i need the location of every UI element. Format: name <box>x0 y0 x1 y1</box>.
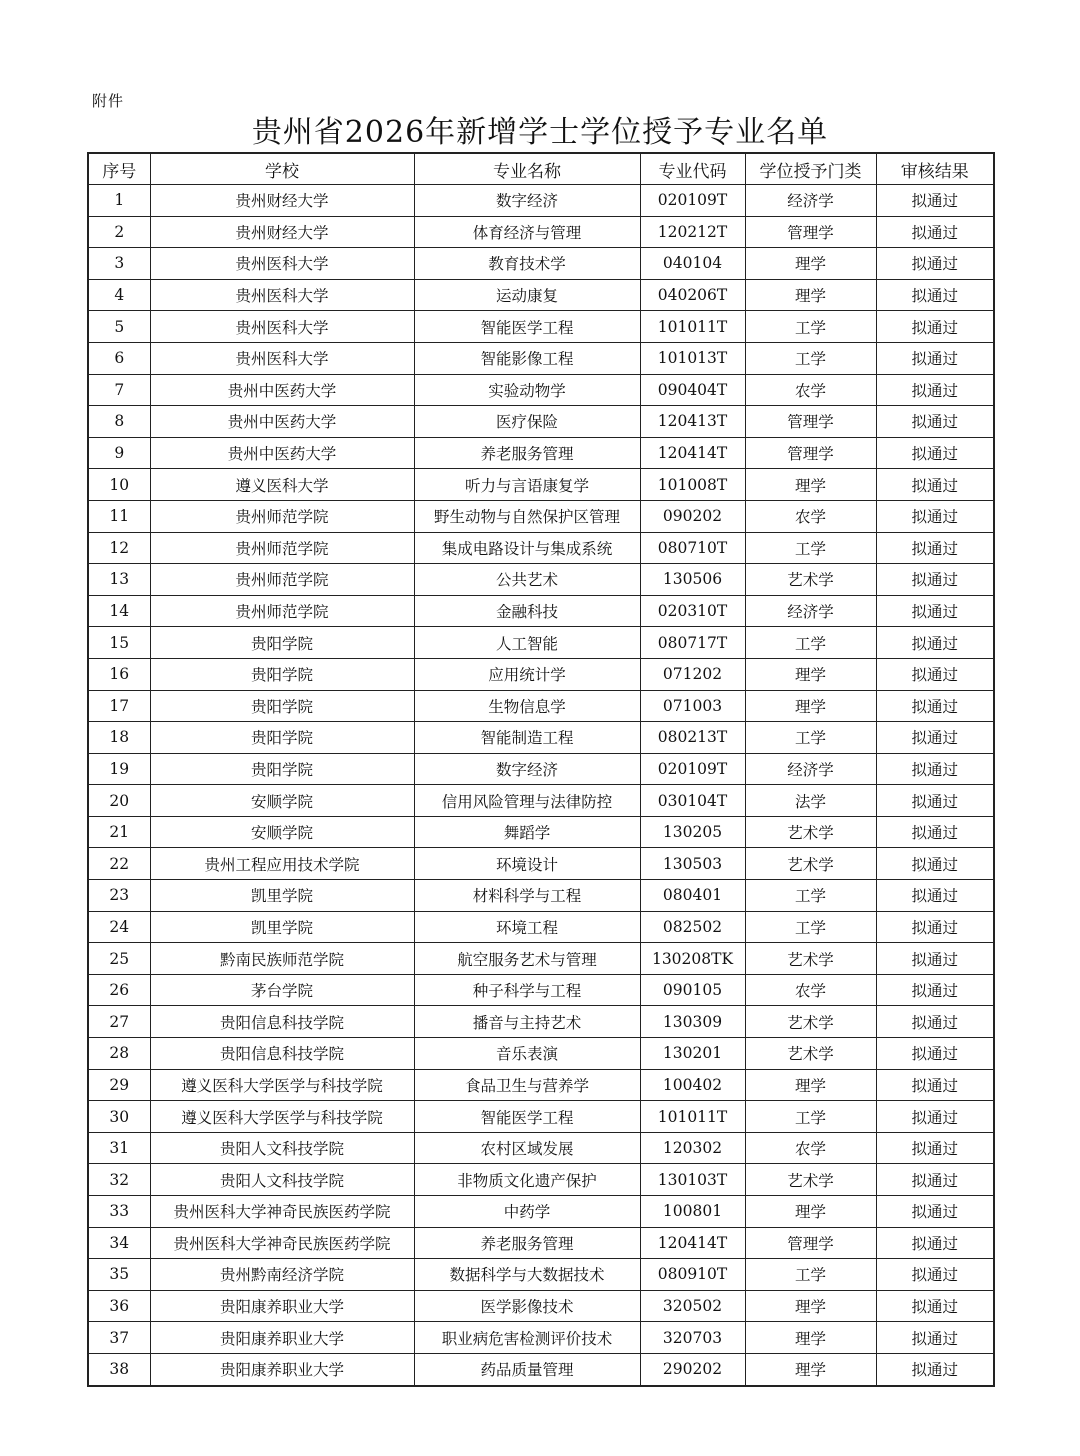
cell-major-code: 080910T <box>640 1259 745 1291</box>
cell-major-name: 野生动物与自然保护区管理 <box>414 500 640 532</box>
cell-review-result: 拟通过 <box>876 216 994 248</box>
table-header-row <box>88 153 994 185</box>
cell-school: 贵州中医药大学 <box>150 437 414 469</box>
cell-school: 贵州医科大学 <box>150 248 414 280</box>
table-row <box>88 595 994 627</box>
cell-index: 8 <box>88 406 150 438</box>
cell-index: 29 <box>88 1069 150 1101</box>
cell-review-result: 拟通过 <box>876 974 994 1006</box>
cell-major-code: 101008T <box>640 469 745 501</box>
cell-major-name: 环境工程 <box>414 911 640 943</box>
cell-major-name: 养老服务管理 <box>414 437 640 469</box>
cell-major-name: 材料科学与工程 <box>414 880 640 912</box>
cell-major-name: 医学影像技术 <box>414 1290 640 1322</box>
table-row <box>88 342 994 374</box>
cell-school: 黔南民族师范学院 <box>150 943 414 975</box>
cell-index: 28 <box>88 1038 150 1070</box>
cell-degree-category: 理学 <box>745 658 876 690</box>
cell-review-result: 拟通过 <box>876 658 994 690</box>
cell-degree-category: 理学 <box>745 469 876 501</box>
cell-degree-category: 经济学 <box>745 185 876 217</box>
cell-index: 27 <box>88 1006 150 1038</box>
cell-major-name: 养老服务管理 <box>414 1227 640 1259</box>
cell-major-code: 130208TK <box>640 943 745 975</box>
cell-major-code: 120413T <box>640 406 745 438</box>
cell-major-code: 120212T <box>640 216 745 248</box>
cell-major-code: 090404T <box>640 374 745 406</box>
cell-review-result: 拟通过 <box>876 185 994 217</box>
cell-index: 21 <box>88 816 150 848</box>
cell-major-code: 080710T <box>640 532 745 564</box>
cell-degree-category: 理学 <box>745 279 876 311</box>
cell-major-name: 航空服务艺术与管理 <box>414 943 640 975</box>
table-row <box>88 848 994 880</box>
cell-degree-category: 艺术学 <box>745 1164 876 1196</box>
table-row <box>88 943 994 975</box>
cell-major-code: 320703 <box>640 1322 745 1354</box>
table-row <box>88 374 994 406</box>
cell-school: 凯里学院 <box>150 911 414 943</box>
cell-school: 贵阳康养职业大学 <box>150 1353 414 1385</box>
cell-index: 31 <box>88 1132 150 1164</box>
cell-major-code: 040104 <box>640 248 745 280</box>
cell-review-result: 拟通过 <box>876 248 994 280</box>
attachment-label: 附件 <box>92 92 125 110</box>
cell-review-result: 拟通过 <box>876 1290 994 1322</box>
cell-school: 安顺学院 <box>150 816 414 848</box>
cell-school: 贵州医科大学 <box>150 342 414 374</box>
cell-major-name: 药品质量管理 <box>414 1353 640 1385</box>
cell-school: 贵阳康养职业大学 <box>150 1290 414 1322</box>
cell-index: 6 <box>88 342 150 374</box>
cell-index: 11 <box>88 500 150 532</box>
table-row <box>88 564 994 596</box>
cell-major-code: 020109T <box>640 753 745 785</box>
table-row <box>88 216 994 248</box>
cell-degree-category: 理学 <box>745 248 876 280</box>
cell-degree-category: 工学 <box>745 880 876 912</box>
cell-school: 贵州工程应用技术学院 <box>150 848 414 880</box>
cell-degree-category: 工学 <box>745 1101 876 1133</box>
table-row <box>88 1227 994 1259</box>
cell-school: 贵州财经大学 <box>150 216 414 248</box>
cell-major-name: 听力与言语康复学 <box>414 469 640 501</box>
cell-school: 贵州中医药大学 <box>150 374 414 406</box>
header-major-name: 专业名称 <box>414 153 640 185</box>
cell-major-code: 320502 <box>640 1290 745 1322</box>
table-body <box>88 185 994 1386</box>
cell-major-code: 290202 <box>640 1353 745 1385</box>
cell-major-code: 040206T <box>640 279 745 311</box>
table-row <box>88 1322 994 1354</box>
header-review-result: 审核结果 <box>876 153 994 185</box>
cell-major-name: 数字经济 <box>414 753 640 785</box>
cell-review-result: 拟通过 <box>876 311 994 343</box>
table-row <box>88 1259 994 1291</box>
cell-school: 安顺学院 <box>150 785 414 817</box>
cell-school: 茅台学院 <box>150 974 414 1006</box>
cell-degree-category: 工学 <box>745 911 876 943</box>
table-row <box>88 690 994 722</box>
cell-degree-category: 艺术学 <box>745 564 876 596</box>
cell-review-result: 拟通过 <box>876 816 994 848</box>
major-list-table <box>87 152 995 1387</box>
cell-major-code: 080213T <box>640 722 745 754</box>
cell-major-name: 智能制造工程 <box>414 722 640 754</box>
cell-index: 7 <box>88 374 150 406</box>
cell-index: 2 <box>88 216 150 248</box>
cell-major-name: 职业病危害检测评价技术 <box>414 1322 640 1354</box>
cell-review-result: 拟通过 <box>876 1101 994 1133</box>
cell-major-code: 090202 <box>640 500 745 532</box>
cell-school: 贵州师范学院 <box>150 532 414 564</box>
cell-review-result: 拟通过 <box>876 532 994 564</box>
cell-school: 贵阳学院 <box>150 753 414 785</box>
table-row <box>88 785 994 817</box>
cell-degree-category: 农学 <box>745 500 876 532</box>
cell-degree-category: 艺术学 <box>745 1038 876 1070</box>
cell-review-result: 拟通过 <box>876 342 994 374</box>
cell-review-result: 拟通过 <box>876 437 994 469</box>
cell-review-result: 拟通过 <box>876 1069 994 1101</box>
cell-index: 9 <box>88 437 150 469</box>
cell-degree-category: 法学 <box>745 785 876 817</box>
cell-major-code: 101011T <box>640 311 745 343</box>
cell-degree-category: 工学 <box>745 342 876 374</box>
cell-major-code: 080717T <box>640 627 745 659</box>
cell-major-code: 130201 <box>640 1038 745 1070</box>
cell-major-name: 中药学 <box>414 1196 640 1228</box>
table-row <box>88 1353 994 1385</box>
cell-major-name: 舞蹈学 <box>414 816 640 848</box>
cell-index: 20 <box>88 785 150 817</box>
cell-degree-category: 工学 <box>745 532 876 564</box>
cell-major-code: 020109T <box>640 185 745 217</box>
cell-index: 15 <box>88 627 150 659</box>
cell-degree-category: 经济学 <box>745 595 876 627</box>
cell-review-result: 拟通过 <box>876 785 994 817</box>
table-row <box>88 500 994 532</box>
cell-major-name: 公共艺术 <box>414 564 640 596</box>
cell-review-result: 拟通过 <box>876 500 994 532</box>
cell-school: 贵阳学院 <box>150 627 414 659</box>
cell-index: 34 <box>88 1227 150 1259</box>
cell-index: 22 <box>88 848 150 880</box>
cell-major-code: 120302 <box>640 1132 745 1164</box>
cell-index: 32 <box>88 1164 150 1196</box>
cell-major-name: 智能医学工程 <box>414 311 640 343</box>
table-row <box>88 974 994 1006</box>
cell-major-name: 环境设计 <box>414 848 640 880</box>
table-row <box>88 816 994 848</box>
cell-major-name: 数字经济 <box>414 185 640 217</box>
cell-school: 贵阳人文科技学院 <box>150 1164 414 1196</box>
cell-review-result: 拟通过 <box>876 753 994 785</box>
cell-review-result: 拟通过 <box>876 1132 994 1164</box>
cell-index: 37 <box>88 1322 150 1354</box>
cell-index: 38 <box>88 1353 150 1385</box>
table-row <box>88 311 994 343</box>
table-row <box>88 658 994 690</box>
cell-degree-category: 艺术学 <box>745 1006 876 1038</box>
cell-major-name: 医疗保险 <box>414 406 640 438</box>
table-row <box>88 248 994 280</box>
cell-major-name: 数据科学与大数据技术 <box>414 1259 640 1291</box>
cell-review-result: 拟通过 <box>876 1259 994 1291</box>
cell-review-result: 拟通过 <box>876 627 994 659</box>
header-school: 学校 <box>150 153 414 185</box>
cell-review-result: 拟通过 <box>876 374 994 406</box>
cell-review-result: 拟通过 <box>876 1164 994 1196</box>
cell-review-result: 拟通过 <box>876 564 994 596</box>
cell-major-name: 生物信息学 <box>414 690 640 722</box>
table-row <box>88 1196 994 1228</box>
cell-major-name: 实验动物学 <box>414 374 640 406</box>
cell-degree-category: 管理学 <box>745 1227 876 1259</box>
cell-degree-category: 理学 <box>745 1353 876 1385</box>
cell-review-result: 拟通过 <box>876 406 994 438</box>
table-row <box>88 469 994 501</box>
cell-review-result: 拟通过 <box>876 722 994 754</box>
cell-index: 30 <box>88 1101 150 1133</box>
cell-index: 25 <box>88 943 150 975</box>
cell-index: 36 <box>88 1290 150 1322</box>
cell-school: 遵义医科大学医学与科技学院 <box>150 1101 414 1133</box>
cell-review-result: 拟通过 <box>876 943 994 975</box>
cell-review-result: 拟通过 <box>876 279 994 311</box>
cell-index: 1 <box>88 185 150 217</box>
cell-major-code: 130205 <box>640 816 745 848</box>
cell-review-result: 拟通过 <box>876 911 994 943</box>
cell-degree-category: 农学 <box>745 974 876 1006</box>
cell-major-name: 智能医学工程 <box>414 1101 640 1133</box>
cell-review-result: 拟通过 <box>876 469 994 501</box>
header-index: 序号 <box>88 153 150 185</box>
table-row <box>88 722 994 754</box>
cell-major-code: 080401 <box>640 880 745 912</box>
cell-degree-category: 工学 <box>745 627 876 659</box>
cell-school: 贵州黔南经济学院 <box>150 1259 414 1291</box>
cell-school: 贵阳信息科技学院 <box>150 1038 414 1070</box>
cell-degree-category: 工学 <box>745 1259 876 1291</box>
cell-major-code: 120414T <box>640 1227 745 1259</box>
table-row <box>88 406 994 438</box>
cell-index: 10 <box>88 469 150 501</box>
cell-school: 贵州医科大学神奇民族医药学院 <box>150 1227 414 1259</box>
cell-school: 贵阳康养职业大学 <box>150 1322 414 1354</box>
table-row <box>88 1038 994 1070</box>
cell-degree-category: 农学 <box>745 374 876 406</box>
cell-index: 18 <box>88 722 150 754</box>
cell-review-result: 拟通过 <box>876 690 994 722</box>
cell-school: 遵义医科大学医学与科技学院 <box>150 1069 414 1101</box>
cell-major-code: 071003 <box>640 690 745 722</box>
cell-major-name: 应用统计学 <box>414 658 640 690</box>
cell-degree-category: 经济学 <box>745 753 876 785</box>
cell-major-name: 体育经济与管理 <box>414 216 640 248</box>
cell-major-code: 071202 <box>640 658 745 690</box>
cell-review-result: 拟通过 <box>876 1006 994 1038</box>
cell-major-code: 101013T <box>640 342 745 374</box>
table-row <box>88 627 994 659</box>
cell-major-name: 农村区域发展 <box>414 1132 640 1164</box>
cell-index: 23 <box>88 880 150 912</box>
cell-index: 17 <box>88 690 150 722</box>
cell-major-name: 人工智能 <box>414 627 640 659</box>
cell-degree-category: 工学 <box>745 311 876 343</box>
cell-index: 14 <box>88 595 150 627</box>
cell-major-name: 播音与主持艺术 <box>414 1006 640 1038</box>
cell-review-result: 拟通过 <box>876 848 994 880</box>
cell-major-name: 智能影像工程 <box>414 342 640 374</box>
cell-major-code: 101011T <box>640 1101 745 1133</box>
cell-degree-category: 管理学 <box>745 406 876 438</box>
cell-degree-category: 艺术学 <box>745 943 876 975</box>
cell-index: 12 <box>88 532 150 564</box>
cell-review-result: 拟通过 <box>876 1196 994 1228</box>
table-row <box>88 279 994 311</box>
cell-major-code: 130506 <box>640 564 745 596</box>
cell-school: 贵州医科大学 <box>150 279 414 311</box>
cell-index: 26 <box>88 974 150 1006</box>
cell-index: 33 <box>88 1196 150 1228</box>
cell-major-code: 100801 <box>640 1196 745 1228</box>
cell-major-code: 020310T <box>640 595 745 627</box>
cell-school: 凯里学院 <box>150 880 414 912</box>
table-row <box>88 880 994 912</box>
cell-school: 贵州医科大学神奇民族医药学院 <box>150 1196 414 1228</box>
table-row <box>88 1290 994 1322</box>
header-major-code: 专业代码 <box>640 153 745 185</box>
cell-degree-category: 管理学 <box>745 216 876 248</box>
cell-major-name: 非物质文化遗产保护 <box>414 1164 640 1196</box>
cell-school: 贵阳学院 <box>150 658 414 690</box>
cell-review-result: 拟通过 <box>876 1322 994 1354</box>
cell-major-name: 种子科学与工程 <box>414 974 640 1006</box>
table-row <box>88 911 994 943</box>
cell-major-code: 130103T <box>640 1164 745 1196</box>
cell-index: 35 <box>88 1259 150 1291</box>
table-row <box>88 1006 994 1038</box>
cell-degree-category: 艺术学 <box>745 848 876 880</box>
cell-review-result: 拟通过 <box>876 880 994 912</box>
document-title: 贵州省2026年新增学士学位授予专业名单 <box>251 115 829 150</box>
header-degree-category: 学位授予门类 <box>745 153 876 185</box>
cell-index: 19 <box>88 753 150 785</box>
cell-major-code: 120414T <box>640 437 745 469</box>
cell-major-name: 教育技术学 <box>414 248 640 280</box>
cell-school: 贵阳人文科技学院 <box>150 1132 414 1164</box>
table-row <box>88 1132 994 1164</box>
cell-school: 贵州师范学院 <box>150 564 414 596</box>
table-row <box>88 185 994 217</box>
cell-degree-category: 理学 <box>745 690 876 722</box>
cell-major-name: 信用风险管理与法律防控 <box>414 785 640 817</box>
table-row <box>88 1101 994 1133</box>
cell-school: 贵阳学院 <box>150 722 414 754</box>
cell-major-name: 音乐表演 <box>414 1038 640 1070</box>
cell-degree-category: 管理学 <box>745 437 876 469</box>
cell-school: 遵义医科大学 <box>150 469 414 501</box>
cell-degree-category: 理学 <box>745 1322 876 1354</box>
cell-degree-category: 艺术学 <box>745 816 876 848</box>
cell-major-name: 集成电路设计与集成系统 <box>414 532 640 564</box>
cell-major-code: 082502 <box>640 911 745 943</box>
cell-degree-category: 工学 <box>745 722 876 754</box>
cell-major-name: 运动康复 <box>414 279 640 311</box>
cell-degree-category: 理学 <box>745 1196 876 1228</box>
cell-index: 5 <box>88 311 150 343</box>
cell-school: 贵州医科大学 <box>150 311 414 343</box>
cell-degree-category: 理学 <box>745 1069 876 1101</box>
cell-school: 贵州师范学院 <box>150 500 414 532</box>
cell-school: 贵州中医药大学 <box>150 406 414 438</box>
cell-review-result: 拟通过 <box>876 1038 994 1070</box>
table-row <box>88 437 994 469</box>
cell-major-name: 金融科技 <box>414 595 640 627</box>
cell-index: 13 <box>88 564 150 596</box>
cell-major-code: 090105 <box>640 974 745 1006</box>
cell-degree-category: 农学 <box>745 1132 876 1164</box>
table-row <box>88 532 994 564</box>
table-row <box>88 1069 994 1101</box>
cell-major-name: 食品卫生与营养学 <box>414 1069 640 1101</box>
cell-index: 16 <box>88 658 150 690</box>
table-row <box>88 1164 994 1196</box>
cell-school: 贵州师范学院 <box>150 595 414 627</box>
cell-review-result: 拟通过 <box>876 1353 994 1385</box>
cell-school: 贵州财经大学 <box>150 185 414 217</box>
cell-index: 24 <box>88 911 150 943</box>
cell-index: 4 <box>88 279 150 311</box>
cell-review-result: 拟通过 <box>876 1227 994 1259</box>
cell-major-code: 130309 <box>640 1006 745 1038</box>
cell-review-result: 拟通过 <box>876 595 994 627</box>
cell-index: 3 <box>88 248 150 280</box>
table-row <box>88 753 994 785</box>
cell-degree-category: 理学 <box>745 1290 876 1322</box>
cell-major-code: 130503 <box>640 848 745 880</box>
cell-major-code: 100402 <box>640 1069 745 1101</box>
cell-school: 贵阳学院 <box>150 690 414 722</box>
cell-major-code: 030104T <box>640 785 745 817</box>
cell-school: 贵阳信息科技学院 <box>150 1006 414 1038</box>
